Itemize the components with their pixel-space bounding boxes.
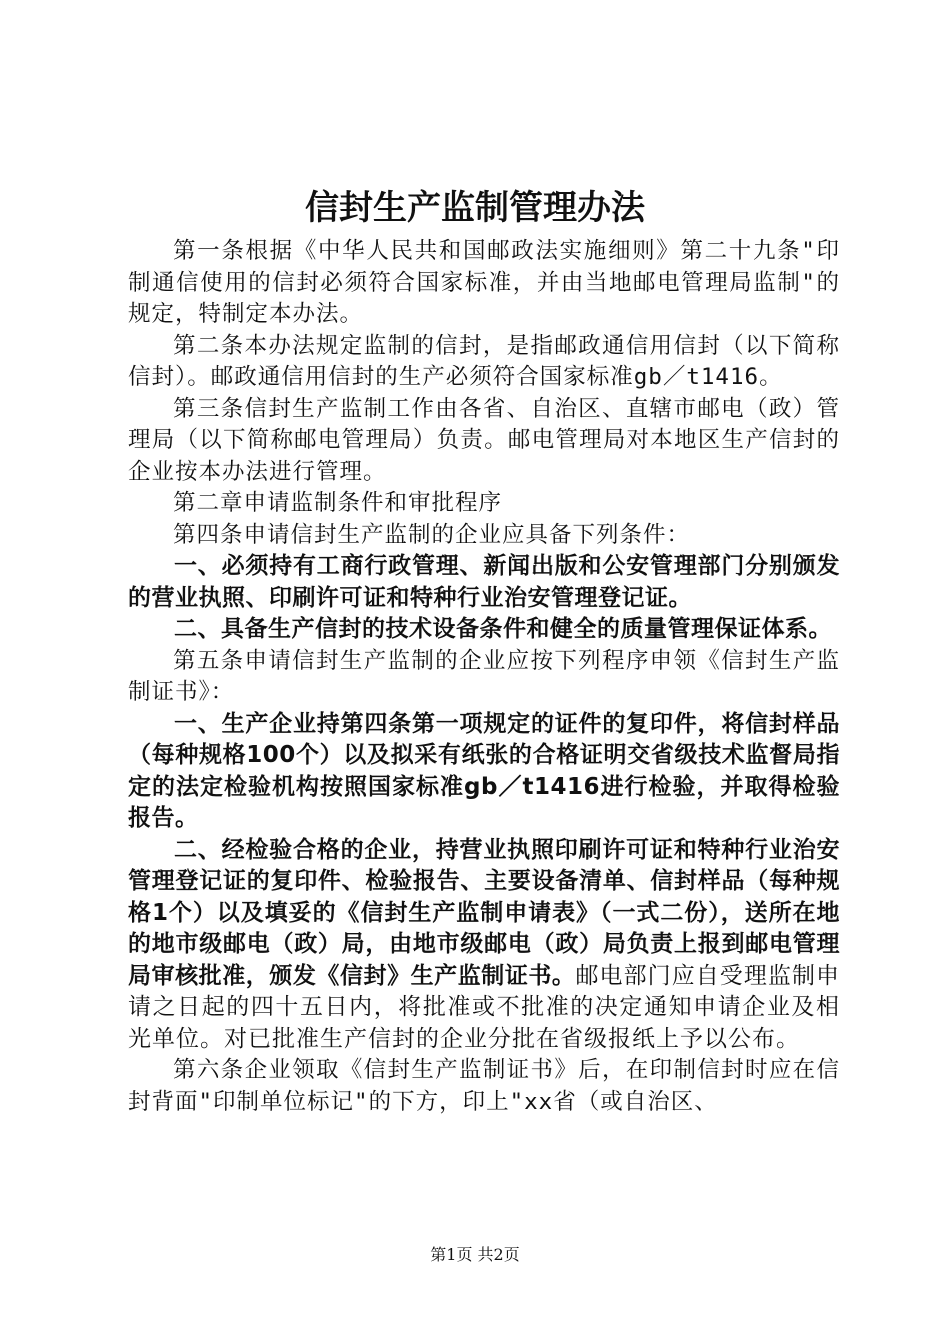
paragraph-article-2: 第二条本办法规定监制的信封，是指邮政通信用信封（以下简称信封）。邮政通信用信封的生产必须符合国家标准gb／t1416。 (128, 332, 840, 390)
paragraph-article-5-item-2 (128, 835, 840, 1056)
page-footer: 第1页 共2页 (430, 1245, 520, 1264)
paragraph-article-1: 第一条根据《中华人民共和国邮政法实施细则》第二十九条"印制通信使用的信封必须符合国家标准，并由当地邮电管理局监制"的规定，特制定本办法。 (128, 238, 840, 327)
paragraph-article-4: 第四条申请信封生产监制的企业应具备下列条件： (173, 521, 691, 548)
paragraph-article-5: 第五条申请信封生产监制的企业应按下列程序申领《信封生产监制证书》： (128, 647, 840, 705)
paragraph-article-4-item-2: 二、具备生产信封的技术设备条件和健全的质量管理保证体系。 (174, 616, 832, 642)
document-body (128, 236, 840, 1118)
paragraph-article-3: 第三条信封生产监制工作由各省、自治区、直辖市邮电（政）管理局（以下简称邮电管理局）负责。邮电管理局对本地区生产信封的企业按本办法进行管理。 (128, 395, 840, 485)
paragraph-article-5-item-2-normal: 邮电部门应自受理监制申请之日起的四十五日内，将批准或不批准的决定通知申请企业及相光单位。对已批准生产信封的企业分批在省级报纸上予以公布。 (128, 962, 841, 1052)
paragraph-article-6: 第六条企业领取《信封生产监制证书》后，在印制信封时应在信封背面"印制单位标记"的下方，印上"xx省（或自治区、 (128, 1057, 840, 1115)
paragraph-article-4-item-1: 一、必须持有工商行政管理、新闻出版和公安管理部门分别颁发的营业执照、印刷许可证和特种行业治安管理登记证。 (128, 553, 840, 611)
paragraph-article-5-item-1: 一、生产企业持第四条第一项规定的证件的复印件，将信封样品（每种规格100个）以及拟采有纸张的合格证明交省级技术监督局指定的法定检验机构按照国家标准gb／t1416进行检验，并取得检验报告。 (128, 710, 840, 831)
chapter-heading: 第二章申请监制条件和审批程序 (173, 490, 503, 516)
paragraph-article-5-item-2-bold: 二、经检验合格的企业，持营业执照印刷许可证和特种行业治安管理登记证的复印件、检验报告、主要设备清单、信封样品（每种规格1个）以及填妥的《信封生产监制申请表》（一式二份），送所在地的地市级邮电（政）局，由地市级邮电（政）局负责上报到邮电管理局审核批准，颁发《信封》生产监制证书。 (128, 836, 840, 989)
document-title: 信封生产监制管理办法 (305, 188, 645, 228)
